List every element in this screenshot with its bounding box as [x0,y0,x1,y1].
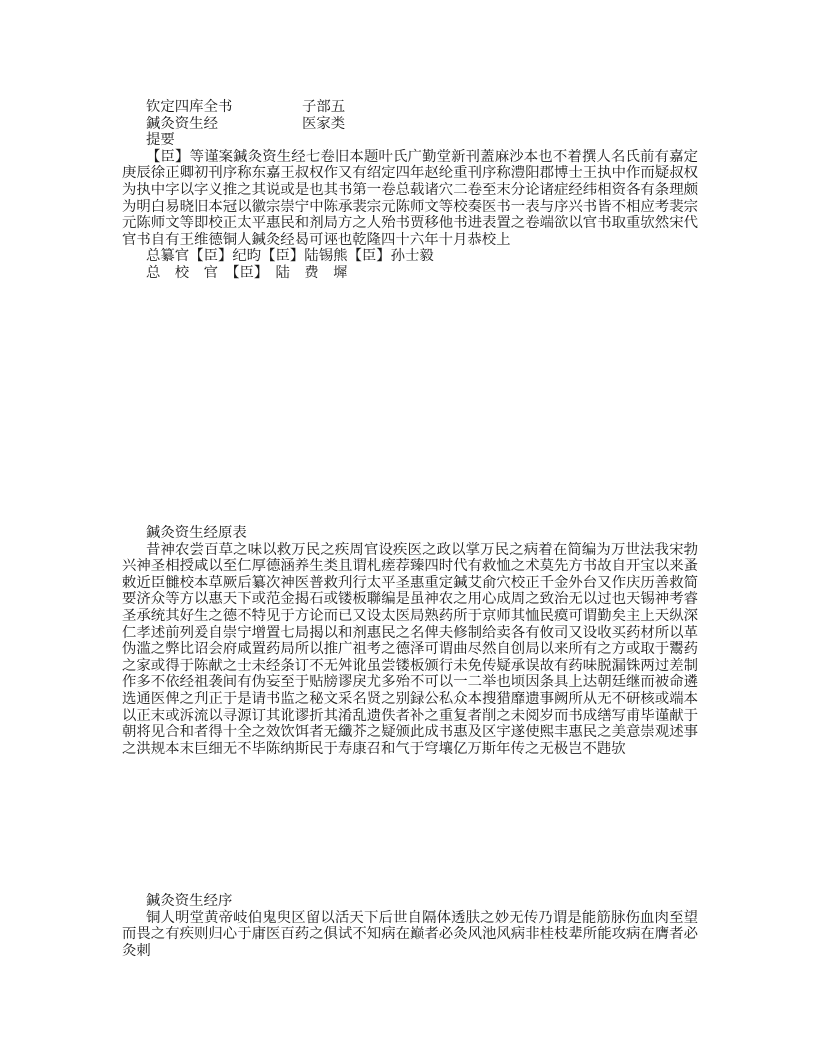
category-label: 医家类 [302,115,346,132]
memorial-section [122,525,698,757]
summary-section [122,99,698,282]
memorial-body: 昔神农尝百草之味以救万民之疾周官设疾医之政以掌万民之病着在简编为万世法我宋勃兴神圣相授咸以至仁厚德涵养生类且谓札瘥荐臻四时代有救恤之术莫先方书故自开宝以来蚤敕近臣雠校本草厥后纂次神医普救刋行太平圣惠重定鍼艾俞穴校正千金外台又作庆历善救简要济众等方以惠天下或范金揭石或镂板聯编是虽神农之用心成周之致治无以过也天锡神考睿圣承统其好生之德不特见于方论而已又设太医局熟药所于京师其恤民瘼可谓勤矣主上天纵深仁孝述前列爰自崇宁增置七局揭以和剂惠民之名俾夫修制给卖各有攸司又设收买药材所以革伪滥之弊比诏会府咸置药局所以推广祖考之德泽可谓曲尽然自创局以来所有之方或取于鬻药之家或得于陈献之士未经条订不无舛讹虽尝镂板颁行未免传疑承误故有药味脱漏铢两过差制作多不依经祖袭间有伪妄至于贴牓谬戾尤多殆不可以一二举也顷因条具上达朝廷继而被命遴选通医俾之刋正于是请书监之秘文采名贤之别録公私众本搜猎靡遗事阙所从无不研核或端本以正末或泝流以寻源订其讹谬折其淆乱遗佚者补之重复者削之未阅岁而书成缮写甫毕谨献于朝将见合和者得十全之效饮饵者无纖芥之疑颁此成书惠及区宇遂使熙丰惠民之美意崇观述事之洪规本末巨细无不毕陈纳斯民于寿康召和气于穹壤亿万斯年传之无极岂不韪欤 [122,541,698,757]
preface-body: 铜人明堂黄帝岐伯鬼臾区留以活天下后世自隔体透肤之妙无传乃谓是能筋脉伤血肉至望而畏之有疾则归心于庸医百药之俱试不知病在巅者必灸风池风病非桂枝辈所能攻病在膺者必灸刺 [122,909,698,959]
summary-heading: 提要 [146,132,175,149]
summary-body: 【臣】等谨案鍼灸资生经七卷旧本题叶氏广勤堂新刊蓋麻沙本也不着撰人名氏前有嘉定庚辰徐正卿初刊序称东嘉王叔权作又有绍定四年赵纶重刊序称澧阳郡博士王执中作而疑叔权为执中字以字义推之其说或是也其书第一卷总载诸穴二卷至末分论诸症经纬相资各有条理颇为明白易晓旧本冠以徽宗崇宁中陈承裴宗元陈师文等校奏医书一表与序兴书皆不相应考裴宗元陈师文等即校正太平惠民和剂局方之人殆书贾移他书进表置之卷端欲以官书取重欤然宋代官书自有王维德铜人鍼灸经曷可诬也乾隆四十六年十月恭校上 [122,148,698,248]
collection-header-row [122,99,698,116]
book-title: 鍼灸资生经 [146,115,218,132]
memorial-heading: 鍼灸资生经原表 [146,525,247,541]
preface-section [122,893,698,959]
division-label: 子部五 [302,99,346,115]
collection-title: 钦定四库全书 [146,99,233,115]
preface-heading: 鍼灸资生经序 [146,893,233,909]
compilers-line: 总纂官【臣】纪昀【臣】陆锡熊【臣】孙士毅 [146,248,434,265]
proofreader-line: 总 校 官 【臣】 陆 费 墀 [146,264,348,281]
book-header-row [122,116,698,133]
